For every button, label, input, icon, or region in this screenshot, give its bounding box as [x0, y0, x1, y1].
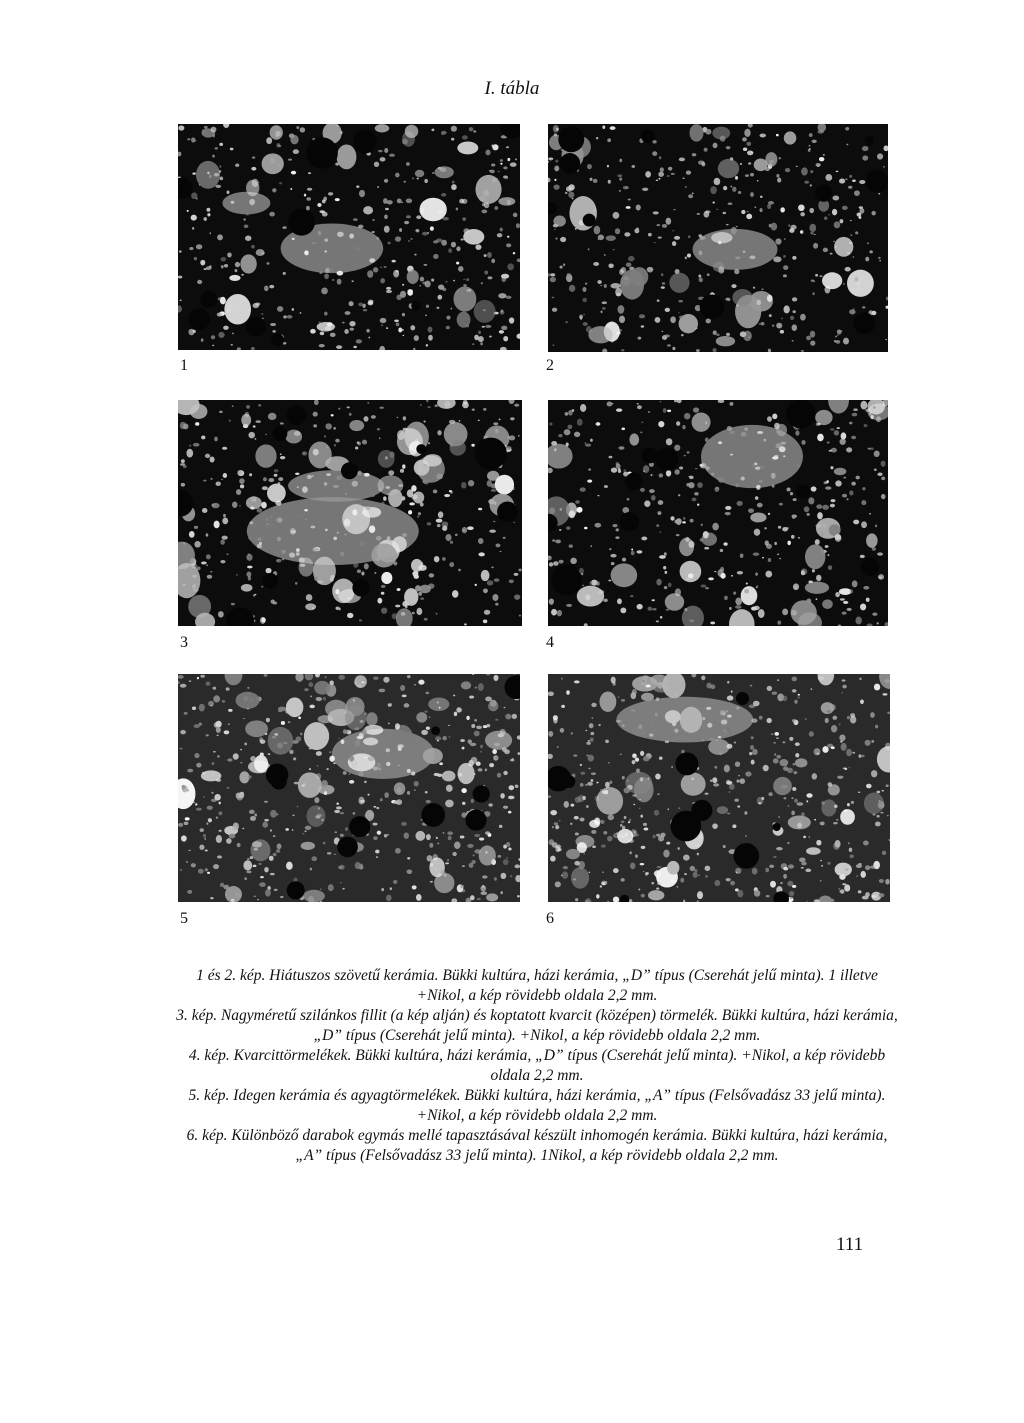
caption-6: 6. kép. Különböző darabok egymás mellé tapasztásával készült inhomogén kerámia. Bükki kultúra, házi kerámia, „A” típus (Felsővadász 33 jelű minta). 1Nikol, a kép rövidebb oldala 2,2 mm.: [186, 1127, 888, 1164]
page-number: 111: [836, 1234, 864, 1255]
photo-label-4: 4: [546, 634, 554, 651]
caption-block: [172, 966, 902, 1166]
caption-5: 5. kép. Idegen kerámia és agyagtörmelékek. Bükki kultúra, házi kerámia, „A” típus (Felsővadász 33 jelű minta). +Nikol, a kép rövidebb oldala 2,2 mm.: [188, 1087, 886, 1124]
micrograph-texture: [548, 124, 888, 352]
caption-1-2: 1 és 2. kép. Hiátuszos szövetű kerámia. Bükki kultúra, házi kerámia, „D” típus (Cserehát jelű minta). 1 illetve +Nikol, a kép rövidebb oldala 2,2 mm.: [196, 967, 878, 1004]
caption-3: 3. kép. Nagyméretű szilánkos fillit (a kép alján) és koptatott kvarcit (középen) törmelék. Bükki kultúra, házi kerámia, „D” típus (Cserehát jelű minta). +Nikol, a kép rövidebb oldala 2,2 mm.: [176, 1007, 898, 1044]
plate-title: I. tábla: [484, 78, 540, 99]
micrograph-texture: [178, 124, 520, 350]
micrograph-texture: [178, 400, 522, 626]
micrograph-photo-4: [548, 400, 888, 626]
micrograph-texture: [548, 674, 890, 902]
photo-label-2: 2: [546, 357, 554, 374]
photo-label-3: 3: [180, 634, 188, 651]
photo-label-1: 1: [180, 357, 188, 374]
micrograph-photo-1: [178, 124, 520, 350]
micrograph-photo-3: [178, 400, 522, 626]
caption-4: 4. kép. Kvarcittörmelékek. Bükki kultúra, házi kerámia, „D” típus (Cserehát jelű minta). +Nikol, a kép rövidebb oldala 2,2 mm.: [188, 1047, 886, 1084]
photo-label-5: 5: [180, 910, 188, 927]
micrograph-texture: [548, 400, 888, 626]
micrograph-photo-6: [548, 674, 890, 902]
micrograph-photo-5: [178, 674, 520, 902]
photo-label-6: 6: [546, 910, 554, 927]
micrograph-texture: [178, 674, 520, 902]
micrograph-photo-2: [548, 124, 888, 352]
